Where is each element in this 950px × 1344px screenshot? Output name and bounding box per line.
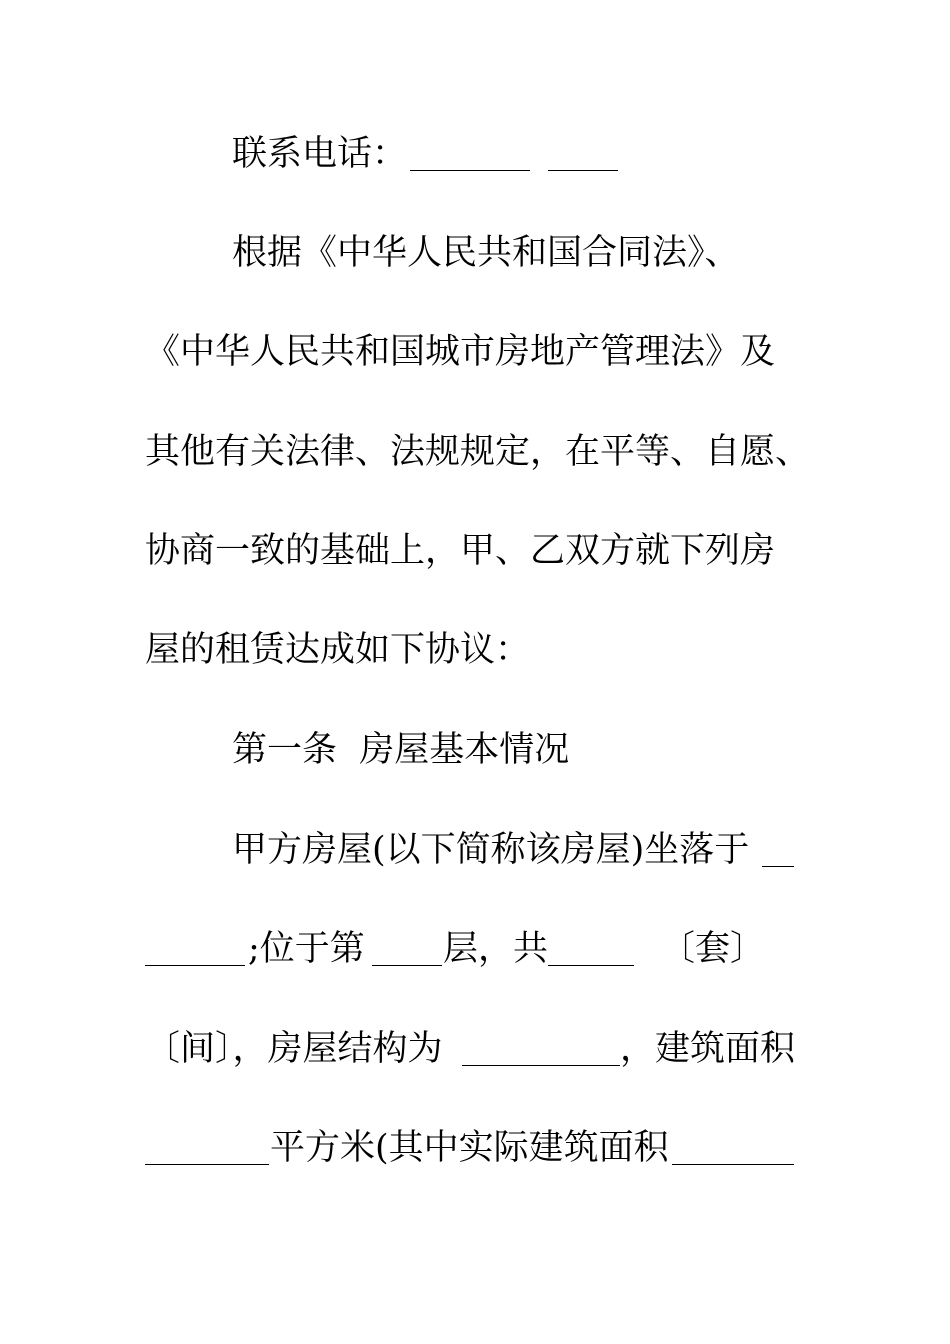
article-heading-text: 第一条 房屋基本情况: [232, 730, 570, 770]
contact-phone-blank-2: [548, 170, 618, 171]
contact-phone-blank-1: [410, 170, 530, 171]
paragraph-line: [0, 820, 950, 880]
suite-unit-label: 〔套〕: [660, 929, 766, 969]
building-area-label: ，建筑面积: [620, 1029, 796, 1069]
paragraph-line: [0, 521, 950, 581]
paragraph-line: [0, 1019, 950, 1079]
paragraph-text: 协商一致的基础上，甲、乙双方就下列房: [145, 531, 776, 571]
paragraph-line: [0, 422, 950, 482]
area-unit-label: 平方米(其中实际建筑面积: [270, 1128, 669, 1168]
floor-label: ;位于第: [248, 929, 365, 969]
contact-phone-label: 联系电话：: [232, 134, 408, 174]
structure-label: 〔间〕，房屋结构为: [145, 1029, 443, 1069]
article-heading: [0, 720, 950, 780]
paragraph-line: [0, 223, 950, 283]
structure-blank: [462, 1065, 620, 1066]
floor-blank: [372, 965, 442, 966]
paragraph-text: 其他有关法律、法规规定，在平等、自愿、: [145, 432, 811, 472]
area-blank: [145, 1164, 269, 1165]
paragraph-text: 甲方房屋(以下简称该房屋)坐落于: [232, 830, 750, 870]
location-blank-b: [145, 965, 245, 966]
total-label: 层，共: [443, 929, 549, 969]
paragraph-line: [0, 919, 950, 979]
location-blank-a: [762, 866, 794, 867]
contact-phone-line: [0, 124, 950, 184]
paragraph-text: 屋的租赁达成如下协议：: [145, 630, 531, 670]
actual-area-blank: [672, 1164, 794, 1165]
paragraph-line: [0, 1118, 950, 1178]
paragraph-text: 根据《中华人民共和国合同法》、: [232, 233, 740, 273]
paragraph-line: [0, 322, 950, 382]
units-blank: [548, 965, 634, 966]
paragraph-line: [0, 620, 950, 680]
paragraph-text: 《中华人民共和国城市房地产管理法》及: [145, 332, 776, 372]
